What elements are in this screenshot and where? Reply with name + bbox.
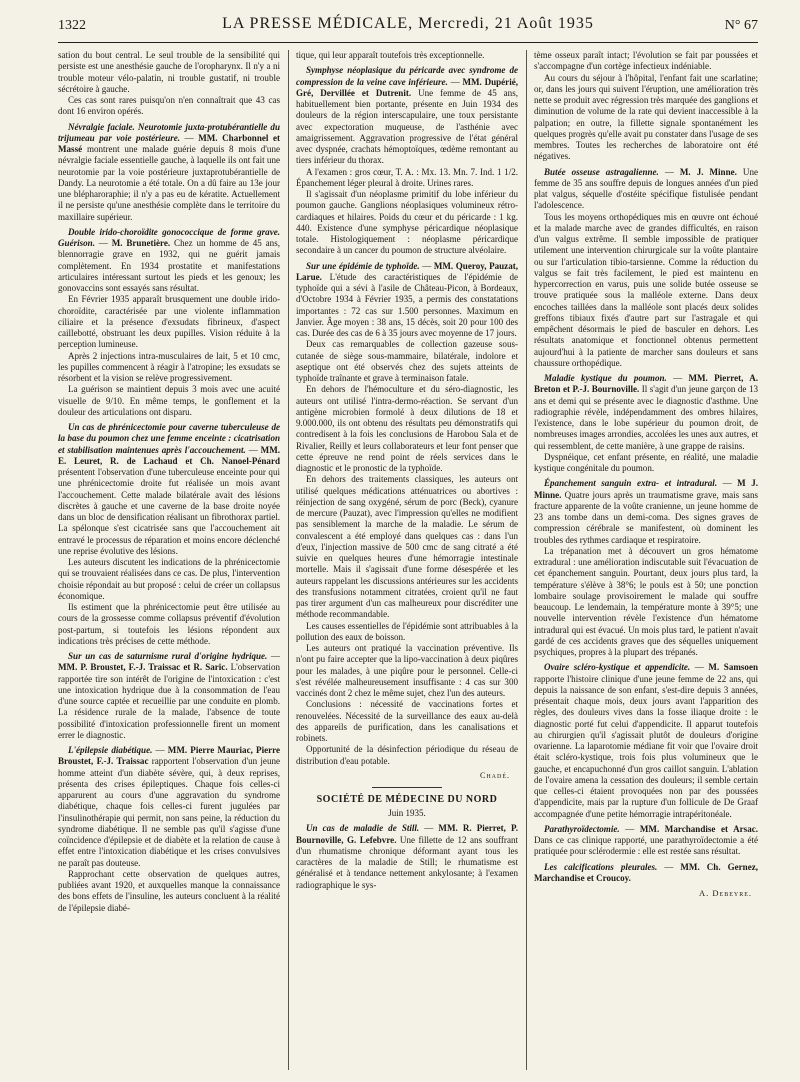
report-heading: Symphyse néoplasique du péricarde avec syndrome de compression de la veine cave inférieure.: [296, 65, 518, 87]
report-authors: MM. P. Broustet, F.-J. Traissac et R. Saric.: [58, 662, 228, 673]
report-paragraph: [534, 50, 758, 73]
report-heading: Un cas de phrénicectomie pour caverne tuberculeuse de la base du poumon chez une femme enceinte : cicatrisation et stabilisation maintenues après l'accouchement.: [58, 422, 280, 455]
report-paragraph: Sur un cas de saturnisme rural d'origine hydrique. — MM. P. Broustet, F.-J. Traissac et R. Saric. L'observation rapportée tire son intérêt de l'origine de l'intoxication : c'est une intoxication hydrique due à la consommation de l'eau d'une source captée et recueillie par une conduite en plomb. La résidence rurale de la malade, l'absence de toute possibilité d'intoxication professionnelle firent un moment errer le diagnostic.: [58, 651, 280, 740]
report-text: Les causes essentielles de l'épidémie sont attribuables à la pollution des eaux de boisson.: [296, 620, 518, 642]
report-entry: [534, 50, 758, 163]
report-authors: MM. Ch. Gernez, Marchandise et Croucoy.: [534, 861, 758, 883]
report-heading: Un cas de maladie de Still.: [306, 823, 420, 834]
report-entry: [296, 50, 518, 61]
report-text: tème osseux paraît intact; l'évolution se fait par poussées et s'accompagne d'un cortège infectieux indéniable.: [534, 50, 758, 72]
report-text: Conclusions : nécessité de vaccinations fortes et renouvelées. Nécessité de la surveillance des eaux au-delà des appareils de purification, dans les canalisations et robinets.: [296, 699, 518, 743]
report-text: La trépanation met à découvert un gros hématome extradural : une amélioration indiscutable suit l'évacuation de cet épanchement sanguin. Pourtant, deux jours plus tard, la température s'élève à 38°6; le pouls est à 50; une ponction lombaire soulage provisoirement le malade qui souffre beaucoup. Le lendemain, la température monte à 39°5; une nouvelle intervention révèle l'existence d'un hématome intradural qui est évacué. Un mois plus tard, le patient n'avait gardé de ces accidents graves que des séquelles uniquement psychiques, propres à la plupart des trépanés.: [534, 545, 758, 657]
report-authors: MM. Marchandise et Arsac.: [639, 823, 758, 834]
report-entry: [58, 122, 280, 223]
report-text: En Février 1935 apparaît brusquement une double irido-choroïdite, caractérisée par une violente inflammation ciliaire et la présence d'exsudats fibrineux, d'aspect caillebotté, obstruant les deux pupilles. Vision réduite à la perception lumineuse.: [58, 294, 280, 350]
report-heading: Les calcifications pleurales.: [544, 861, 658, 872]
page-header: [58, 12, 758, 43]
column-2: [296, 50, 518, 1070]
report-paragraph: [296, 167, 518, 190]
article-columns: [58, 50, 758, 1070]
report-text: Dyspnéique, cet enfant présente, en réalité, une maladie kystique congénitale du poumon.: [534, 451, 758, 473]
report-text: En dehors des traitements classiques, les auteurs ont utilisé quelques médications atténuatrices ou abortives : réinjection de sang oxygéné, sérum de porc (Beck), cyanure de mercure (Pauzat), avec l'impression qu'elles ne modifient pas sensiblement la marche de la maladie. Le sérum de convalescent a été employé dans quelques cas : dans l'un d'eux, l'injection massive de 500 cmc de sang citraté a été suivie en quelques heures d'une hémorragie intestinale mortelle. Mais il s'agissait d'une forme désespérée et les auteurs rappelant les discussions antérieures sur les accidents des transfusions notamment citratées, croient qu'il ne faut pas tirer argument d'un cas malheureux pour discréditer une méthode recommandable.: [296, 474, 518, 620]
report-authors: M. Brunetière.: [111, 238, 171, 248]
report-paragraph: [296, 384, 518, 474]
report-entry: [534, 862, 758, 885]
report-text: A l'examen : gros cœur, T. A. : Mx. 13. Mn. 7. Ind. 1 1/2. Épanchement léger pleural à droite. Urines rares.: [296, 166, 518, 188]
report-heading: Ovaire scléro-kystique et appendicite.: [544, 662, 691, 673]
report-paragraph: [58, 294, 280, 350]
section-signature: Chadé.: [480, 770, 510, 780]
report-paragraph: Épanchement sanguin extra- et intradural. — M J. Minne. Quatre jours après un traumatisme grave, mais sans fracture apparente de la voûte cranienne, un jeune homme de 23 ans tombe dans un demi-coma. Des signes graves de compression cérébrale se manifestent, où dominent les troubles des rythmes cardiaque et respiratoire.: [534, 478, 758, 545]
society-session: Juin 1935.: [388, 808, 426, 819]
report-heading: Butée osseuse astragalienne.: [544, 166, 659, 177]
column-divider: [526, 50, 527, 1070]
report-authors: MM. Dupérié, Gré, Dervillée et Dutrenit.: [296, 76, 518, 98]
report-text: présentent l'observation d'une tuberculeuse enceinte pour qui une phrénicectomie droite fut réalisée un mois avant l'accouchement. Cette malade bilatérale avait des lésions discrètes à gauche et une caverne de la base droite noyée dans un bloc de densification réalisant un fibrothorax partiel. La spélonque s'est cicatrisée sans que l'accouchement ait entravé le processus de réparation et moins encore déclenché une reprise évolutive des lésions.: [58, 467, 280, 556]
report-authors: MM. R. Pierret, P. Bournoville, G. Lefebvre.: [296, 823, 518, 845]
issue-number: N° 67: [724, 18, 758, 33]
report-paragraph: [58, 384, 280, 418]
report-entry: [296, 823, 518, 891]
report-paragraph: Maladie kystique du poumon. — MM. Pierret, A. Breton et P.-J. Bournoville. Il s'agit d'un jeune garçon de 13 ans et demi qui se présente avec le diagnostic d'asthme. Une radiographie révèle, indépendamment des ombres hilaires, l'existence, dans le lobe supérieur du poumon droit, de nombreuses images arrondies, accolées les unes aux autres, et qui ressemblent, de cette manière, à une grappe de raisins.: [534, 373, 758, 451]
report-heading: Épanchement sanguin extra- et intradural.: [544, 478, 718, 489]
report-entry: [534, 167, 758, 370]
report-text: Il s'agit d'un jeune garçon de 13 ans et demi qui se présente avec le diagnostic d'asthme. Une radiographie révèle, indépendamment des ombres hilaires, l'existence, dans le lobe supérieur du poumon droit, de nombreuses images arrondies, accolées les unes aux autres, et qui ressemblent, de cette manière, à une grappe de raisins.: [534, 384, 758, 451]
report-paragraph: [296, 189, 518, 257]
report-text: Rapprochant cette observation de quelques autres, publiées avant 1920, et auxquelles manque la connaissance des bons effets de l'insuline, les auteurs concluent à la réalité de l'épilepsie diabé-: [58, 868, 280, 913]
report-text: L'observation rapportée tire son intérêt de l'origine de l'intoxication : c'est une intoxication hydrique due à la consommation de l'eau d'une source captée et recueillie par une conduite en plomb. La résidence rurale de la malade, l'absence de toute possibilité d'intoxication professionnelle firent un moment errer le diagnostic.: [58, 662, 280, 740]
report-text: Une femme de 35 ans souffre depuis de longues années d'un pied plat valgus, séquelle d'ostéite spécifique fistulisée pendant l'adolescence.: [534, 166, 758, 211]
report-text: Au cours du séjour à l'hôpital, l'enfant fait une scarlatine; or, dans les jours qui suivent l'éruption, une amélioration très nette se produit avec régression très marquée des ganglions et diminution de volume de la rate qui devient inaccessible à la palpation; en outre, la fillette signale spontanément les quelques progrès qu'elle avait pu constater dans l'usage de ses membres. Toutes les recherches de laboratoire ont été négatives.: [534, 72, 758, 162]
report-heading: L'épilepsie diabétique.: [68, 745, 153, 755]
report-entry: [534, 373, 758, 474]
report-authors: MM. Queroy, Pauzat, Larue.: [296, 260, 518, 282]
report-text: Dans ce cas clinique rapporté, une parathyroïdectomie a été pratiquée pour sclérodermie : elle est restée sans résultat.: [534, 835, 758, 857]
report-heading: Maladie kystique du poumon.: [544, 373, 667, 383]
report-authors: MM. E. Leuret, R. de Lachaud et Ch. Nanoel-Pénard: [58, 444, 280, 466]
report-text: Les auteurs ont pratiqué la vaccination préventive. Ils n'ont pu faire accepter que la lipo-vaccination à deux piqûres pour les malades, à une piqûre pour le personnel. Celle-ci s'est révélée malheureusement insuffisante : 4 cas sur 300 vaccinés dont 2 chez le même sujet, chez l'un des auteurs.: [296, 643, 518, 698]
report-text: rapportent l'observation d'un jeune homme atteint d'un diabète sévère, qui, à deux reprises, présenta des crises épileptiques. Chaque fois celles-ci apparurent au cours d'une aggravation du syndrome diabétique, chaque fois celles-ci furent jugulées par l'insulinothérapie qui permit, non sans peine, la réduction du syndrome diabétique. Il ne semble pas qu'il s'agisse d'une coïncidence d'épilepsie et de diabète et la relation de cause à effet entre l'intoxication diabétique et les crises convulsives ne paraît pas douteuse.: [58, 756, 280, 868]
section-rule: [372, 787, 442, 788]
report-text: Il s'agissait d'un néoplasme primitif du lobe inférieur du poumon gauche. Ganglions néoplasiques volumineux rétro-cardiaques et hilaires. Poids du cœur et du péricarde : 1 kg. 440. Existence d'une symphyse péricardique néoplasique totale. Histologiquement : néoplasme péricardique secondaire à un cancer du poumon de structure alvéolaire.: [296, 189, 518, 256]
report-entry: [58, 745, 280, 914]
report-paragraph: L'épilepsie diabétique. — MM. Pierre Mauriac, Pierre Broustet, F.-J. Traissac rapportent l'observation d'un jeune homme atteint d'un diabète sévère, qui, à deux reprises, présenta des crises épileptiques. Chaque fois celles-ci apparurent au cours d'une aggravation du syndrome diabétique, chaque fois celles-ci furent jugulées par l'insulinothérapie qui permit, non sans peine, la réduction du syndrome diabétique. Il ne semble pas qu'il s'agisse d'une coïncidence d'épilepsie et de diabète et la relation de cause à effet entre l'intoxication diabétique et les crises convulsives ne paraît pas douteuse.: [58, 745, 280, 868]
report-authors: MM. Pierret, A. Breton et P.-J. Bournoville.: [534, 373, 758, 395]
report-heading: Double irido-choroïdite gonococcique de forme grave. Guérison.: [58, 226, 280, 248]
report-entry: [58, 50, 280, 118]
report-text: Deux cas remarquables de collection gazeuse sous-cutanée de siège sous-mammaire, bilatérale, indolore et aseptique ont été observés chez des sujets atteints de typhoïde traînante et grave à terminaison fatale.: [296, 339, 518, 383]
report-paragraph: [296, 339, 518, 384]
report-entry: [534, 662, 758, 820]
report-text: Les auteurs discutent les indications de la phrénicectomie qui se trouvaient réalisées dans ce cas. De plus, l'intervention choisie répondait au but proposé : celui de créer un collapsus économique.: [58, 557, 280, 601]
report-paragraph: [58, 50, 280, 95]
page-number: 1322: [58, 18, 86, 33]
report-paragraph: [296, 699, 518, 744]
column-2-society-reports: [296, 823, 518, 891]
report-text: L'étude des caractéristiques de l'épidémie de typhoïde qui a sévi à l'asile de Château-Picon, à Bordeaux, d'Octobre 1934 à Février 1935, a permis des constatations importantes : 72 cas sur 1.500 personnes. Maximum en Janvier. Âge moyen : 38 ans, 15 décès, soit 20 pour 100 des cas. Durée des cas de 6 à 35 jours avec moyenne de 17 jours.: [296, 271, 518, 338]
report-paragraph: [58, 869, 280, 914]
report-authors: M J. Minne.: [534, 478, 758, 500]
report-paragraph: [296, 50, 518, 61]
report-paragraph: Double irido-choroïdite gonococcique de forme grave. Guérison. — M. Brunetière. Chez un homme de 45 ans, blennorragie grave en 1932, qui ne guérit jamais complètement. En 1934 prostatite et manifestations articulaires intéressant surtout les pieds et les genoux; les gonovaccins sont essayés sans résultat.: [58, 226, 280, 293]
report-text: Chez un homme de 45 ans, blennorragie grave en 1932, qui ne guérit jamais complètement. En 1934 prostatite et manifestations articulaires intéressant surtout les pieds et les genoux; les gonovaccins sont essayés sans résultat.: [58, 238, 280, 293]
report-paragraph: [534, 73, 758, 163]
report-paragraph: [534, 452, 758, 475]
report-entry: [534, 824, 758, 858]
report-entry: [534, 478, 758, 658]
column-3-reports: [534, 50, 758, 884]
report-text: rapporte l'histoire clinique d'une jeune femme de 22 ans, qui depuis la naissance de son enfant, s'est-dire depuis 3 années, présentait chaque mois, deux jours avant l'apparition des règles, des douleurs vives dans la fosse iliaque droite : le diagnostic porté fut celui d'appendicite. Il apparut toutefois au chirurgien qu'il s'agissait plutôt de douleurs d'origine ovarienne. La laparotomie médiane fit voir que l'ovaire droit était scléro-kystique, trois fois plus volumineux que le gauche, et encapuchonné d'un gros caillot sanguin. L'ablation de l'ovaire amena la cessation des douleurs; il semble certain que celles-ci étaient provoquées non par des poussées d'appendicite, mais par la rupture d'un follicule de De Graaf accompagnée d'une petite hémorragie intrapéritonéale.: [534, 673, 758, 819]
report-authors: M. Samsoen: [708, 662, 758, 673]
report-authors: M. J. Minne.: [679, 166, 737, 177]
report-paragraph: Névralgie faciale. Neurotomie juxta-protubérantielle du trijumeau par voie postérieure. — MM. Charbonnel et Massé montrent une malade guérie depuis 8 mois d'une névralgie faciale essentielle gauche, à laquelle ils ont fait une neurotomie par la voie postérieure juxtaprotubérantielle de Dandy. La neurotomie a été totale. On a dû faire au 13e jour une blépharoraphie; il n'y a pas eu de kératite. Actuellement il ne persiste qu'une anesthésie complète dans le territoire du maxillaire supérieur.: [58, 121, 280, 222]
column-divider: [288, 50, 289, 1070]
report-text: sation du bout central. Le seul trouble de la sensibilité qui persiste est une anesthésie gauche de l'oropharynx. Il n'y a ni trouble moteur vélo-palatin, ni trouble gustatif, ni trouble sécrétoire à gauche.: [58, 50, 280, 94]
report-paragraph: Ovaire scléro-kystique et appendicite. — M. Samsoen rapporte l'histoire clinique d'une jeune femme de 22 ans, qui depuis la naissance de son enfant, s'est-dire depuis 3 années, présentait chaque mois, deux jours avant l'apparition des règles, des douleurs vives dans la fosse iliaque droite : le diagnostic porté fut celui d'appendicite. Il apparut toutefois au chirurgien qu'il s'agissait plutôt de douleurs d'origine ovarienne. La laparotomie médiane fit voir que l'ovaire droit était scléro-kystique, trois fois plus volumineux que le gauche, et encapuchonné d'un gros caillot sanguin. L'ablation de l'ovaire amena la cessation des douleurs; il semble certain que celles-ci étaient provoquées non par des poussées d'appendicite, mais par la rupture d'un follicule de De Graaf accompagnée d'une petite hémorragie intrapéritonéale.: [534, 662, 758, 819]
report-paragraph: [58, 95, 280, 118]
report-text: Après 2 injections intra-musculaires de lait, 5 et 10 cmc, les pupilles commencent à réagir à l'atropine; les exsudats se résorbent et la vision se relève progressivement.: [58, 350, 280, 383]
report-paragraph: Les calcifications pleurales. — MM. Ch. Gernez, Marchandise et Croucoy.: [534, 861, 758, 883]
report-paragraph: Parathyroïdectomie. — MM. Marchandise et Arsac. Dans ce cas clinique rapporté, une parathyroïdectomie a été pratiquée pour sclérodermie : elle est restée sans résultat.: [534, 823, 758, 857]
report-heading: Sur un cas de saturnisme rural d'origine hydrique.: [68, 651, 268, 661]
report-entry: [58, 227, 280, 418]
report-heading: Sur une épidémie de typhoïde.: [306, 260, 420, 271]
report-text: tique, qui leur apparaît toutefois très exceptionnelle.: [296, 50, 485, 60]
column-2-reports: [296, 50, 518, 767]
report-paragraph: [534, 212, 758, 370]
report-text: Une fillette de 12 ans souffrant d'un rhumatisme chronique déformant ayant tous les caractères de la maladie de Still; le rhumatisme est généralisé et à tendance nettement ankylosante; à l'examen radiographique le sys-: [296, 834, 518, 890]
report-paragraph: [296, 621, 518, 644]
report-text: Ces cas sont rares puisqu'on n'en connaîtrait que 43 cas dont 16 environ opérés.: [58, 95, 280, 117]
report-paragraph: [58, 557, 280, 602]
report-paragraph: [534, 546, 758, 659]
report-entry: [296, 261, 518, 767]
report-text: En dehors de l'hémoculture et du séro-diagnostic, les auteurs ont utilisé l'intra-dermo-réaction. Se servant d'un antigène microbien formolé à deux dilutions de 18 et 9.000.000, ils ont obtenu des résultats peu démonstratifs qui contredisent à la fois les conclusions de Harobou Sala et de Rivalier, Reilly et leurs collaborateurs et leur font penser que cette épreuve ne rend point de réels services dans le diagnostic et le pronostic de la typhoïde.: [296, 384, 518, 473]
section-signature: A. Debeyre.: [699, 888, 752, 898]
report-entry: [58, 422, 280, 647]
report-paragraph: Symphyse néoplasique du péricarde avec syndrome de compression de la veine cave inférieure. — MM. Dupérié, Gré, Dervillée et Dutrenit. Une femme de 45 ans, habituellement bien portante, présente en Juin 1934 des douleurs de la région interscapulaire, une toux persistante avec expectoration muqueuse, de l'asthénie avec amaigrissement. Aggravation progressive de l'état général avec dyspnée, crachats hémoptoïques, œdème remontant au tiers inférieur du thorax.: [296, 65, 518, 166]
report-text: Tous les moyens orthopédiques mis en œuvre ont échoué et la malade marche avec de grandes difficultés, en raison d'un valgus extrême. Il semble impossible de pratiquer utilement une intervention chirurgicale sur la voûte plantaire ou sur l'articulation tibio-tarsienne. Comme la réduction du valgus se fait très facilement, le pied est maintenu en hypercorrection en varus, puis une solide butée osseuse se trouve pratiquée sous la malléole externe. Dans deux encoches taillées dans la malléole sont placés deux solides greffons tibiaux fixés d'autre part sur l'astragale et qui empêchent désormais le pied de basculer en dehors. Les résultats anatomique et fonctionnel obtenus permettent aujourd'hui à la patiente de marcher sans douleurs et sans chaussure orthopédique.: [534, 211, 758, 368]
report-text: La guérison se maintient depuis 3 mois avec une acuité visuelle de 9/10. En même temps, le gonflement et la douleur des articulations ont disparu.: [58, 384, 280, 417]
report-paragraph: Sur une épidémie de typhoïde. — MM. Queroy, Pauzat, Larue. L'étude des caractéristiques de l'épidémie de typhoïde qui a sévi à l'asile de Château-Picon, à Bordeaux, d'Octobre 1934 à Février 1935, a permis des constatations importantes : 72 cas sur 1.500 personnes. Maximum en Janvier. Âge moyen : 38 ans, 15 décès, soit 20 pour 100 des cas. Durée des cas de 6 à 35 jours avec moyenne de 17 jours.: [296, 260, 518, 338]
report-paragraph: [58, 602, 280, 647]
report-text: Ils estiment que la phrénicectomie peut être utilisée au cours de la grossesse comme collapsus préventif d'évolution post-partum, si toutefois les lésions répondent aux indications très précises de cette méthode.: [58, 602, 280, 646]
report-text: Opportunité de la désinfection périodique du réseau de distribution d'eau potable.: [296, 744, 518, 766]
report-heading: Névralgie faciale. Neurotomie juxta-protubérantielle du trijumeau par voie postérieure.: [58, 121, 280, 143]
report-heading: Parathyroïdectomie.: [544, 823, 620, 834]
report-paragraph: [296, 643, 518, 699]
report-paragraph: [296, 474, 518, 620]
report-paragraph: Butée osseuse astragalienne. — M. J. Minne. Une femme de 35 ans souffre depuis de longues années d'un pied plat valgus, séquelle d'ostéite spécifique fistulisée pendant l'adolescence.: [534, 166, 758, 211]
report-text: Une femme de 45 ans, habituellement bien portante, présente en Juin 1934 des douleurs de la région interscapulaire, une toux persistante avec expectoration muqueuse, de l'asthénie avec amaigrissement. Aggravation progressive de l'état général avec dyspnée, crachats hémoptoïques, œdème remontant au tiers inférieur du thorax.: [296, 87, 518, 166]
report-text: Quatre jours après un traumatisme grave, mais sans fracture apparente de la voûte cranienne, un jeune homme de 23 ans tombe dans un demi-coma. Des signes graves de compression cérébrale se manifestent, où dominent les troubles des rythmes cardiaque et respiratoire.: [534, 489, 758, 545]
society-title: SOCIÉTÉ DE MÉDECINE DU NORD: [316, 793, 498, 805]
report-entry: [296, 65, 518, 256]
report-paragraph: Un cas de phrénicectomie pour caverne tuberculeuse de la base du poumon chez une femme enceinte : cicatrisation et stabilisation maintenues après l'accouchement. — MM. E. Leuret, R. de Lachaud et Ch. Nanoel-Pénard présentent l'observation d'une tuberculeuse enceinte pour qui une phrénicectomie droite fut réalisée un mois avant l'accouchement. Cette malade bilatérale avait des lésions discrètes à gauche et une caverne de la base droite noyée dans un bloc de densification réalisant un fibrothorax partiel. La spélonque s'est cicatrisée sans que l'accouchement ait entravé le processus de réparation et moins encore déclenché une reprise évolutive des lésions.: [58, 422, 280, 556]
report-text: montrent une malade guérie depuis 8 mois d'une névralgie faciale essentielle gauche, à laquelle ils ont fait une neurotomie par la voie postérieure juxtaprotubérantielle de Dandy. La neurotomie a été totale. On a dû faire au 13e jour une blépharoraphie; il n'y a pas eu de kératite. Actuellement il ne persiste qu'une anesthésie complète dans le territoire du maxillaire supérieur.: [58, 144, 280, 222]
report-authors: MM. Charbonnel et Massé: [58, 132, 280, 154]
report-paragraph: [296, 744, 518, 767]
column-1: [58, 50, 280, 1070]
report-paragraph: [58, 351, 280, 385]
report-paragraph: Un cas de maladie de Still. — MM. R. Pierret, P. Bournoville, G. Lefebvre. Une fillette de 12 ans souffrant d'un rhumatisme chronique déformant ayant tous les caractères de la maladie de Still; le rhumatisme est généralisé et à tendance nettement ankylosante; à l'examen radiographique le sys-: [296, 823, 518, 890]
report-entry: [58, 651, 280, 741]
column-3: [534, 50, 758, 1070]
report-authors: MM. Pierre Mauriac, Pierre Broustet, F.-J. Traissac: [58, 745, 280, 767]
journal-title: LA PRESSE MÉDICALE, Mercredi, 21 Août 1935: [222, 15, 594, 32]
